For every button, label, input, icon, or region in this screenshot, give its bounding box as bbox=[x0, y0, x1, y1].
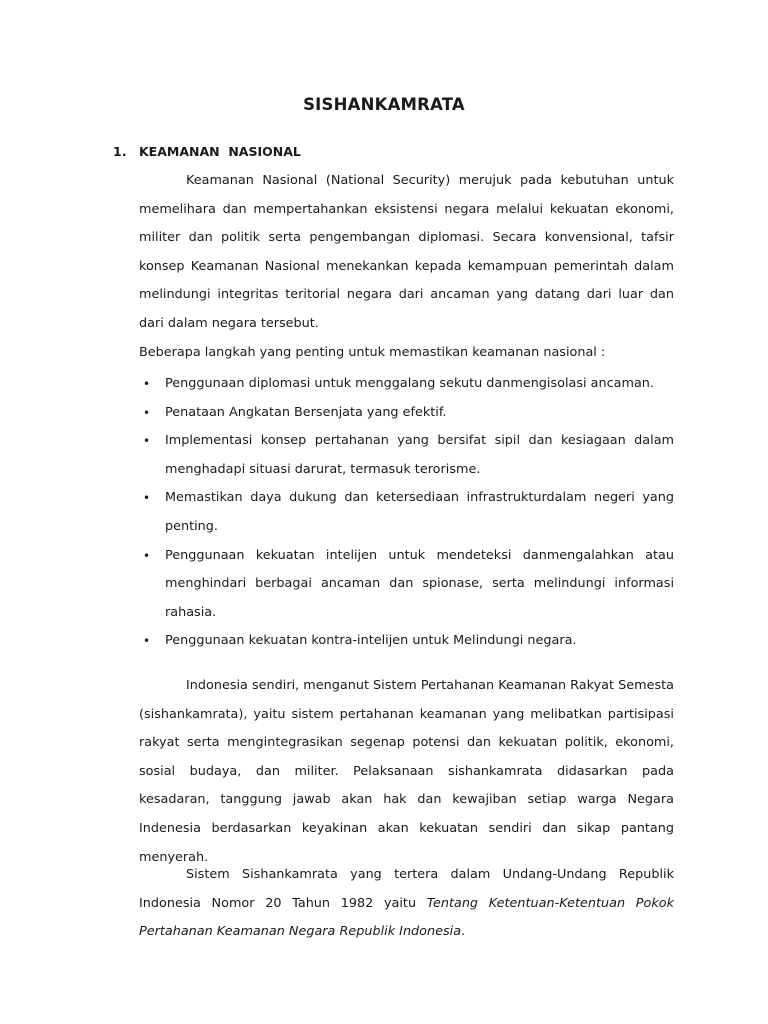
list-item-text: Penggunaan kekuatan kontra-intelijen untuk Melindungi negara. bbox=[165, 633, 577, 649]
list-item-text: Penataan Angkatan Bersenjata yang efektif. bbox=[165, 404, 447, 420]
paragraph-law-reference bbox=[139, 861, 674, 947]
bullet-icon: • bbox=[143, 405, 151, 420]
paragraph-sishankamrata-text: Indonesia sendiri, menganut Sistem Pertahanan Keamanan Rakyat Semesta (sishankamrata), yaitu sistem pertahanan keamanan yang melibatkan partisipasi rakyat serta mengintegrasikan segenap potensi dan kekuatan politik, ekonomi, sosial budaya, dan militer. Pelaksanaan sishankamrata didasarkan pada kesadaran, tanggung jawab akan hak dan kewajiban setiap warga Negara Indenesia berdasarkan keyakinan akan kekuatan sendiri dan sikap pantang menyerah. bbox=[139, 678, 674, 865]
list-item-text: Penggunaan diplomasi untuk menggalang sekutu danmengisolasi ancaman. bbox=[165, 376, 654, 391]
bullet-icon: • bbox=[143, 434, 151, 449]
section-number: 1. bbox=[113, 144, 127, 159]
bullet-list bbox=[139, 370, 674, 656]
bullet-icon: • bbox=[143, 377, 151, 391]
list-item-text: Implementasi konsep pertahanan yang bersifat sipil dan kesiagaan dalam menghadapi situasi darurat, termasuk terorisme. bbox=[165, 433, 674, 477]
list-item bbox=[139, 542, 674, 628]
paragraph-sishankamrata bbox=[139, 672, 674, 872]
list-item-text: Memastikan daya dukung dan ketersediaan infrastrukturdalam negeri yang penting. bbox=[165, 490, 674, 534]
paragraph-national-security-text: Keamanan Nasional (National Security) merujuk pada kebutuhan untuk memelihara dan mempertahankan eksistensi negara melalui kekuatan ekonomi, militer dan politik serta pengembangan diplomasi. Secara konvensional, tafsir konsep Keamanan Nasional menekankan kepada kemampuan pemerintah dalam melindungi integritas teritorial negara dari ancaman yang datang dari luar dan dari dalam negara tersebut. bbox=[139, 173, 674, 331]
paragraph-law-text: Sistem Sishankamrata yang tertera dalam Undang-Undang Republik Indonesia Nomor 20 Tahun 1982 yaitu bbox=[139, 867, 674, 911]
list-item bbox=[139, 484, 674, 541]
list-item bbox=[139, 427, 674, 484]
bullet-icon: • bbox=[143, 548, 151, 563]
section-heading bbox=[113, 144, 301, 159]
list-item-text: Penggunaan kekuatan intelijen untuk mendeteksi danmengalahkan atau menghindari berbagai ancaman dan spionase, serta melindungi informasi rahasia. bbox=[165, 547, 674, 620]
paragraph-law-end: . bbox=[461, 924, 466, 940]
paragraph-national-security bbox=[139, 167, 674, 339]
list-item bbox=[139, 370, 674, 399]
bullet-intro-line: Beberapa langkah yang penting untuk memastikan keamanan nasional : bbox=[139, 345, 606, 360]
paragraph-law-italic-title: Tentang Ketentuan-Ketentuan Pokok Pertahanan Keamanan Negara Republik Indonesia bbox=[139, 895, 674, 940]
bullet-icon: • bbox=[143, 634, 151, 649]
list-item bbox=[139, 627, 674, 656]
document-title: SISHANKAMRATA bbox=[303, 95, 465, 114]
section-heading-text: KEAMANAN NASIONAL bbox=[139, 144, 301, 159]
list-item bbox=[139, 399, 674, 428]
bullet-icon: • bbox=[143, 491, 151, 506]
